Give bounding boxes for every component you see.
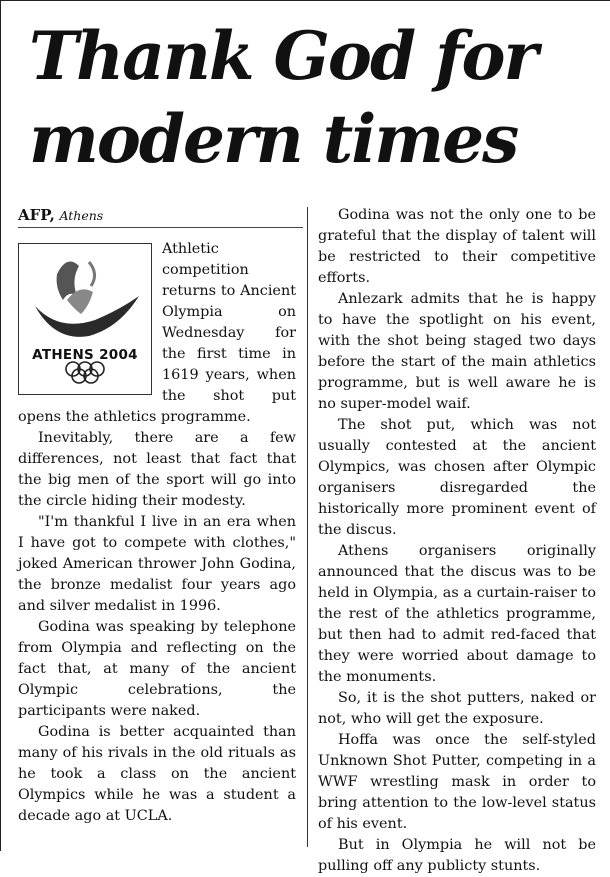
paragraph: So, it is the shot putters, naked or not, who will get the exposure. (318, 690, 596, 727)
logo-text: ATHENS 2004 (32, 347, 138, 363)
paragraph: But in Olympia he will not be pulling off any publicty stunts. (318, 837, 596, 874)
headline-line-2: modern times (29, 100, 518, 178)
paragraph: Godina was not the only one to be grateful that the display of talent will be restricted to their competitive efforts. (318, 207, 596, 286)
column-divider (307, 207, 308, 847)
paragraph: Athletic competition returns to Ancient Olympia on Wednesday for the first time in 1619 years, when the shot put opens the athletics programme. (18, 241, 296, 425)
paragraph: Inevitably, there are a few differences, not least that fact that the big men of the sport will go into the circle hiding their modesty. (18, 430, 296, 509)
right-column (318, 205, 596, 877)
paragraph: Athens organisers originally announced that the discus was to be held in Olympia, as a curtain-raiser to the rest of the athletics programme, but then had to admit red-faced that they were worried about damage to the monuments. (318, 543, 596, 685)
paragraph: The shot put, which was not usually contested at the ancient Olympics, was chosen after Olympic organisers disregarded the historically more prominent event of the discus. (318, 417, 596, 538)
olympic-emblem-icon (19, 244, 151, 394)
athens-2004-logo (18, 243, 152, 395)
paragraph: Hoffa was once the self-styled Unknown Shot Putter, competing in a WWF wrestling mask in order to bring attention to the low-level status of his event. (318, 732, 596, 832)
byline-rule (18, 227, 303, 228)
byline-place: Athens (59, 208, 104, 223)
left-column (18, 205, 296, 827)
paragraph: Godina was speaking by telephone from Olympia and reflecting on the fact that, at many of the ancient Olympic celebrations, the participants were naked. (18, 619, 296, 719)
headline-line-1: Thank God for (29, 17, 537, 95)
byline (18, 205, 296, 227)
byline-agency: AFP, (18, 206, 55, 224)
headline (29, 15, 604, 181)
paragraph: Godina is better acquainted than many of his rivals in the old rituals as he took a class on the ancient Olympics while he was a student a decade ago at UCLA. (18, 724, 296, 824)
paragraph: Anlezark admits that he is happy to have the spotlight on his event, with the shot being staged two days before the start of the main athletics programme, but is well aware he is no super-model waif. (318, 291, 596, 412)
paragraph: "I'm thankful I live in an era when I have got to compete with clothes," joked American thrower John Godina, the bronze medalist four years ago and silver medalist in 1996. (18, 514, 296, 614)
